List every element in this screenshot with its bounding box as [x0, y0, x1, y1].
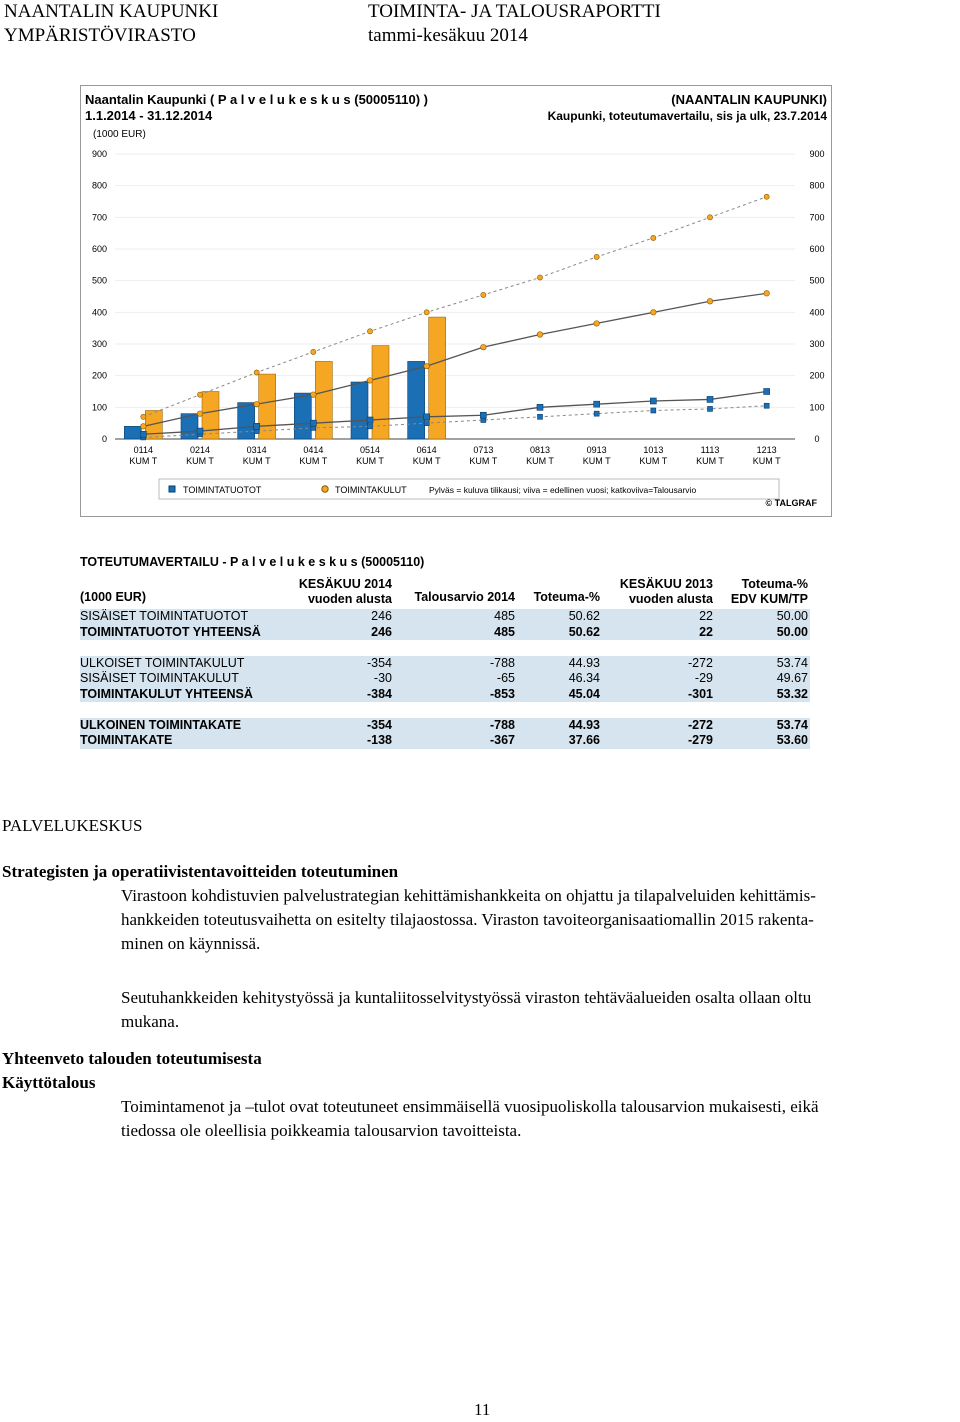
budget-income-point — [424, 421, 429, 426]
x-tick-label: 1113 — [700, 445, 720, 455]
y-tick-label-right: 200 — [809, 370, 825, 381]
row-value: 44.93 — [568, 655, 600, 670]
paragraph-3-line-1: Toimintamenot ja –tulot ovat toteutuneet ensimmäisellä vuosipuoliskolla talousarvion mukaisesti, eikä — [121, 1097, 819, 1116]
y-tick-label-left: 600 — [91, 244, 107, 254]
prev-income-point — [537, 404, 543, 410]
table-header — [80, 577, 810, 609]
x-tick-label: 1013 — [643, 445, 664, 455]
table-col4-header — [605, 577, 713, 607]
y-tick-label-right: 400 — [809, 307, 825, 318]
plot-area — [92, 149, 825, 466]
bar-costs — [429, 317, 446, 439]
row-value: -367 — [489, 733, 515, 747]
table-row — [80, 625, 810, 641]
header-period: tammi-kesäkuu 2014 — [368, 25, 528, 46]
budget-income-point — [708, 406, 713, 411]
x-tick-sublabel: KUM T — [129, 456, 158, 466]
budget-costs-point — [707, 215, 712, 220]
prev-income-line — [143, 392, 766, 435]
x-tick-label: 0614 — [416, 445, 437, 455]
row-value: 22 — [699, 624, 713, 639]
y-tick-label-left: 700 — [91, 212, 107, 223]
prev-costs-point — [481, 344, 487, 350]
row-value: 53.74 — [776, 717, 808, 732]
x-tick-sublabel: KUM T — [242, 456, 271, 466]
legend-note: Pylväs = kuluva tilikausi; viiva = edellinen vuosi; katkoviiva=Talousarvio — [429, 485, 697, 495]
prev-income-point — [140, 431, 146, 437]
row-value: 246 — [371, 624, 392, 639]
x-tick-sublabel: KUM T — [752, 456, 781, 466]
y-tick-label-left: 300 — [91, 339, 107, 349]
y-tick-label-right: 500 — [809, 275, 825, 286]
col1-header-line2: vuoden alusta — [307, 592, 392, 606]
col1-header-line1: KESÄKUU 2014 — [298, 577, 392, 591]
y-tick-label-right: 100 — [809, 402, 825, 413]
budget-costs-point — [141, 414, 146, 419]
row-value: -788 — [489, 655, 515, 670]
prev-costs-point — [424, 363, 430, 369]
budget-income-point — [538, 414, 543, 419]
row-value: 246 — [371, 609, 392, 623]
row-value: -30 — [373, 671, 392, 685]
row-value: 49.67 — [776, 671, 808, 685]
prev-costs-point — [367, 378, 373, 384]
x-tick-label: 0813 — [529, 445, 551, 455]
col5-header-line1: Toteuma-% — [741, 577, 808, 591]
row-value: 50.62 — [568, 609, 600, 623]
y-tick-label-right: 800 — [809, 180, 825, 191]
chart-panel — [80, 85, 832, 517]
prev-costs-point — [651, 310, 657, 316]
heading-operating: Käyttötalous — [2, 1073, 96, 1092]
row-value: 53.60 — [776, 733, 808, 747]
row-value: 45.04 — [568, 686, 600, 701]
row-value: -788 — [489, 717, 515, 732]
budget-costs-point — [424, 310, 429, 315]
row-value: -29 — [694, 671, 713, 685]
chart-right-title: (NAANTALIN KAUPUNKI) — [671, 92, 827, 107]
x-tick-label: 0314 — [246, 445, 267, 455]
row-value: -301 — [687, 686, 713, 701]
y-tick-label-right: 0 — [814, 434, 820, 444]
y-tick-label-left: 500 — [91, 275, 107, 286]
budget-costs-point — [537, 275, 542, 280]
y-tick-label-left: 100 — [91, 402, 107, 413]
budget-income-point — [594, 411, 599, 416]
row-value: 37.66 — [568, 733, 600, 747]
row-label: SISÄISET TOIMINTAKULUT — [80, 671, 239, 685]
row-value: 44.93 — [568, 717, 600, 732]
bar-income — [124, 426, 141, 439]
chart-period: 1.1.2014 - 31.12.2014 — [85, 108, 213, 123]
prev-costs-point — [707, 298, 713, 304]
page-number: 11 — [474, 1400, 491, 1419]
x-tick-label: 0414 — [303, 445, 324, 455]
table-row — [80, 671, 810, 687]
row-value: -272 — [687, 717, 713, 732]
table-row — [80, 733, 810, 749]
budget-costs-point — [651, 235, 656, 240]
row-value: -279 — [687, 733, 713, 747]
row-value: 50.00 — [776, 609, 808, 623]
budget-costs-point — [311, 349, 316, 354]
row-label: TOIMINTATUOTOT YHTEENSÄ — [80, 624, 261, 639]
chart-copyright: © TALGRAF — [765, 498, 817, 508]
table-col5-header — [720, 577, 808, 607]
row-value: 53.74 — [776, 655, 808, 670]
col4-header-line2: vuoden alusta — [628, 592, 713, 606]
y-tick-label-right: 700 — [809, 212, 825, 223]
row-label: ULKOISET TOIMINTAKULUT — [80, 655, 245, 670]
y-tick-label-left: 400 — [91, 307, 107, 318]
bar-income — [294, 393, 311, 439]
row-label: ULKOINEN TOIMINTAKATE — [80, 717, 242, 732]
x-tick-label: 0514 — [359, 445, 381, 455]
prev-income-point — [424, 414, 430, 420]
table-col3-header: Toteuma-% — [533, 590, 600, 604]
prev-income-point — [594, 401, 600, 407]
chart-right-subtitle: Kaupunki, toteutumavertailu, sis ja ulk, 23.7.2014 — [547, 109, 827, 123]
paragraph-2-line-1: Seutuhankkeiden kehitystyössä ja kuntaliitosselvitystyössä viraston tehtäväalueiden osalta ollaan oltu — [121, 988, 812, 1007]
y-tick-label-left: 800 — [91, 180, 107, 191]
prev-income-point — [480, 412, 486, 418]
row-label: TOIMINTAKATE — [80, 733, 173, 747]
x-tick-sublabel: KUM T — [469, 456, 498, 466]
x-tick-sublabel: KUM T — [696, 456, 724, 466]
prev-income-point — [254, 423, 260, 429]
bar-costs — [372, 346, 389, 439]
paragraph-2-line-2: mukana. — [121, 1012, 180, 1031]
budget-income-point — [651, 408, 656, 413]
bar-income — [408, 361, 425, 439]
x-tick-sublabel: KUM T — [526, 456, 554, 466]
prev-income-point — [367, 417, 373, 423]
y-tick-label-right: 900 — [809, 149, 825, 159]
paragraph-1-line-3: minen on käynnissä. — [121, 934, 261, 953]
table-row — [80, 656, 810, 672]
row-label: SISÄISET TOIMINTATUOTOT — [80, 609, 249, 623]
table-row — [80, 687, 810, 703]
x-tick-label: 0713 — [473, 445, 494, 455]
legend-costs-label: TOIMINTAKULUT — [335, 485, 407, 495]
row-value: 50.62 — [568, 624, 600, 639]
chart-title: Naantalin Kaupunki ( P a l v e l u k e s k u s (50005110) ) — [85, 92, 428, 107]
prev-income-point — [764, 389, 770, 395]
y-tick-label-left: 900 — [91, 149, 107, 159]
table-col1-header — [290, 577, 392, 607]
bar-income — [351, 382, 368, 439]
prev-costs-point — [254, 401, 260, 407]
legend-costs-marker — [322, 486, 328, 492]
prev-income-point — [650, 398, 656, 404]
row-value: 46.34 — [568, 671, 600, 685]
x-tick-sublabel: KUM T — [582, 456, 611, 466]
budget-income-point — [764, 403, 769, 408]
paragraph-1-line-2: hankkeiden toteutusvaihetta on esitelty tilajaostossa. Viraston tavoiteorganisaatiomallin 2015 rakenta- — [121, 910, 814, 929]
legend-income-marker — [169, 486, 175, 492]
prev-costs-point — [311, 392, 317, 398]
bar-costs — [202, 392, 219, 440]
x-tick-sublabel: KUM T — [299, 456, 328, 466]
prev-costs-point — [594, 321, 600, 327]
header-org: NAANTALIN KAUPUNKI — [4, 1, 219, 22]
prev-costs-point — [764, 291, 770, 297]
prev-costs-point — [197, 411, 203, 417]
row-value: -354 — [366, 655, 392, 670]
prev-income-point — [310, 420, 316, 426]
budget-costs-line — [143, 197, 766, 417]
x-tick-label: 0114 — [133, 445, 154, 455]
bar-costs — [259, 374, 276, 439]
row-value: -138 — [366, 733, 392, 747]
table-row — [80, 609, 810, 625]
chart-legend — [159, 479, 779, 499]
y-tick-label-right: 600 — [809, 244, 825, 254]
budget-costs-point — [197, 392, 202, 397]
row-value: 485 — [494, 609, 515, 623]
prev-costs-point — [537, 332, 543, 338]
row-value: 485 — [494, 624, 515, 639]
header-report-title: TOIMINTA- JA TALOUSRAPORTTI — [368, 1, 661, 22]
comparison-table — [80, 555, 810, 749]
header-left — [4, 0, 218, 48]
row-value: -65 — [496, 671, 515, 685]
table-title: TOTEUTUMAVERTAILU - P a l v e l u k e s k u s (50005110) — [80, 555, 425, 569]
prev-costs-point — [141, 424, 147, 430]
y-tick-label-left: 200 — [91, 370, 107, 381]
table-unit: (1000 EUR) — [80, 590, 146, 604]
row-value: 53.32 — [776, 686, 808, 701]
row-value: -272 — [687, 655, 713, 670]
paragraph-1-line-1: Virastoon kohdistuvien palvelustrategian kehittämishankkeita on ohjattu ja tilapalveluiden kehittämis- — [121, 886, 816, 905]
y-tick-label-left: 0 — [101, 434, 107, 444]
budget-costs-point — [481, 292, 486, 297]
budget-costs-point — [254, 370, 259, 375]
bar-income — [238, 403, 255, 439]
section-title: PALVELUKESKUS — [2, 816, 143, 835]
budget-costs-point — [764, 194, 769, 199]
row-value: 22 — [699, 609, 713, 623]
prev-costs-line — [143, 293, 766, 426]
x-tick-label: 0913 — [586, 445, 607, 455]
row-value: -384 — [366, 686, 392, 701]
chart-unit: (1000 EUR) — [93, 129, 146, 140]
header-right — [368, 0, 661, 48]
chart-svg — [81, 86, 831, 516]
legend-income-label: TOIMINTATUOTOT — [183, 485, 262, 495]
row-value: -354 — [366, 717, 392, 732]
table-row — [80, 640, 810, 656]
x-tick-label: 1213 — [756, 445, 777, 455]
table-col2-header: Talousarvio 2014 — [414, 590, 515, 604]
x-tick-sublabel: KUM T — [412, 456, 441, 466]
budget-income-line — [143, 406, 766, 438]
prev-income-point — [707, 396, 713, 402]
header-dept: YMPÄRISTÖVIRASTO — [4, 25, 196, 46]
paragraph-3-line-2: tiedossa ole oleellisia poikkeamia talousarvion tavoitteista. — [121, 1121, 522, 1140]
heading-strategy: Strategisten ja operatiivistentavoitteiden toteutuminen — [2, 862, 399, 881]
heading-summary: Yhteenveto talouden toteutumisesta — [2, 1049, 262, 1068]
table-row — [80, 718, 810, 734]
col5-header-line2: EDV KUM/TP — [730, 592, 808, 606]
y-tick-label-right: 300 — [809, 339, 825, 349]
x-tick-label: 0214 — [189, 445, 211, 455]
table-body — [80, 609, 810, 749]
x-tick-sublabel: KUM T — [639, 456, 668, 466]
col4-header-line1: KESÄKUU 2013 — [619, 577, 713, 591]
budget-income-point — [368, 424, 373, 429]
row-value: -853 — [489, 686, 515, 701]
x-tick-sublabel: KUM T — [356, 456, 384, 466]
table-row — [80, 702, 810, 718]
budget-costs-point — [367, 329, 372, 334]
budget-costs-point — [594, 254, 599, 259]
row-label: TOIMINTAKULUT YHTEENSÄ — [80, 686, 253, 701]
prev-income-point — [197, 428, 203, 434]
row-value: 50.00 — [776, 624, 808, 639]
x-tick-sublabel: KUM T — [186, 456, 214, 466]
